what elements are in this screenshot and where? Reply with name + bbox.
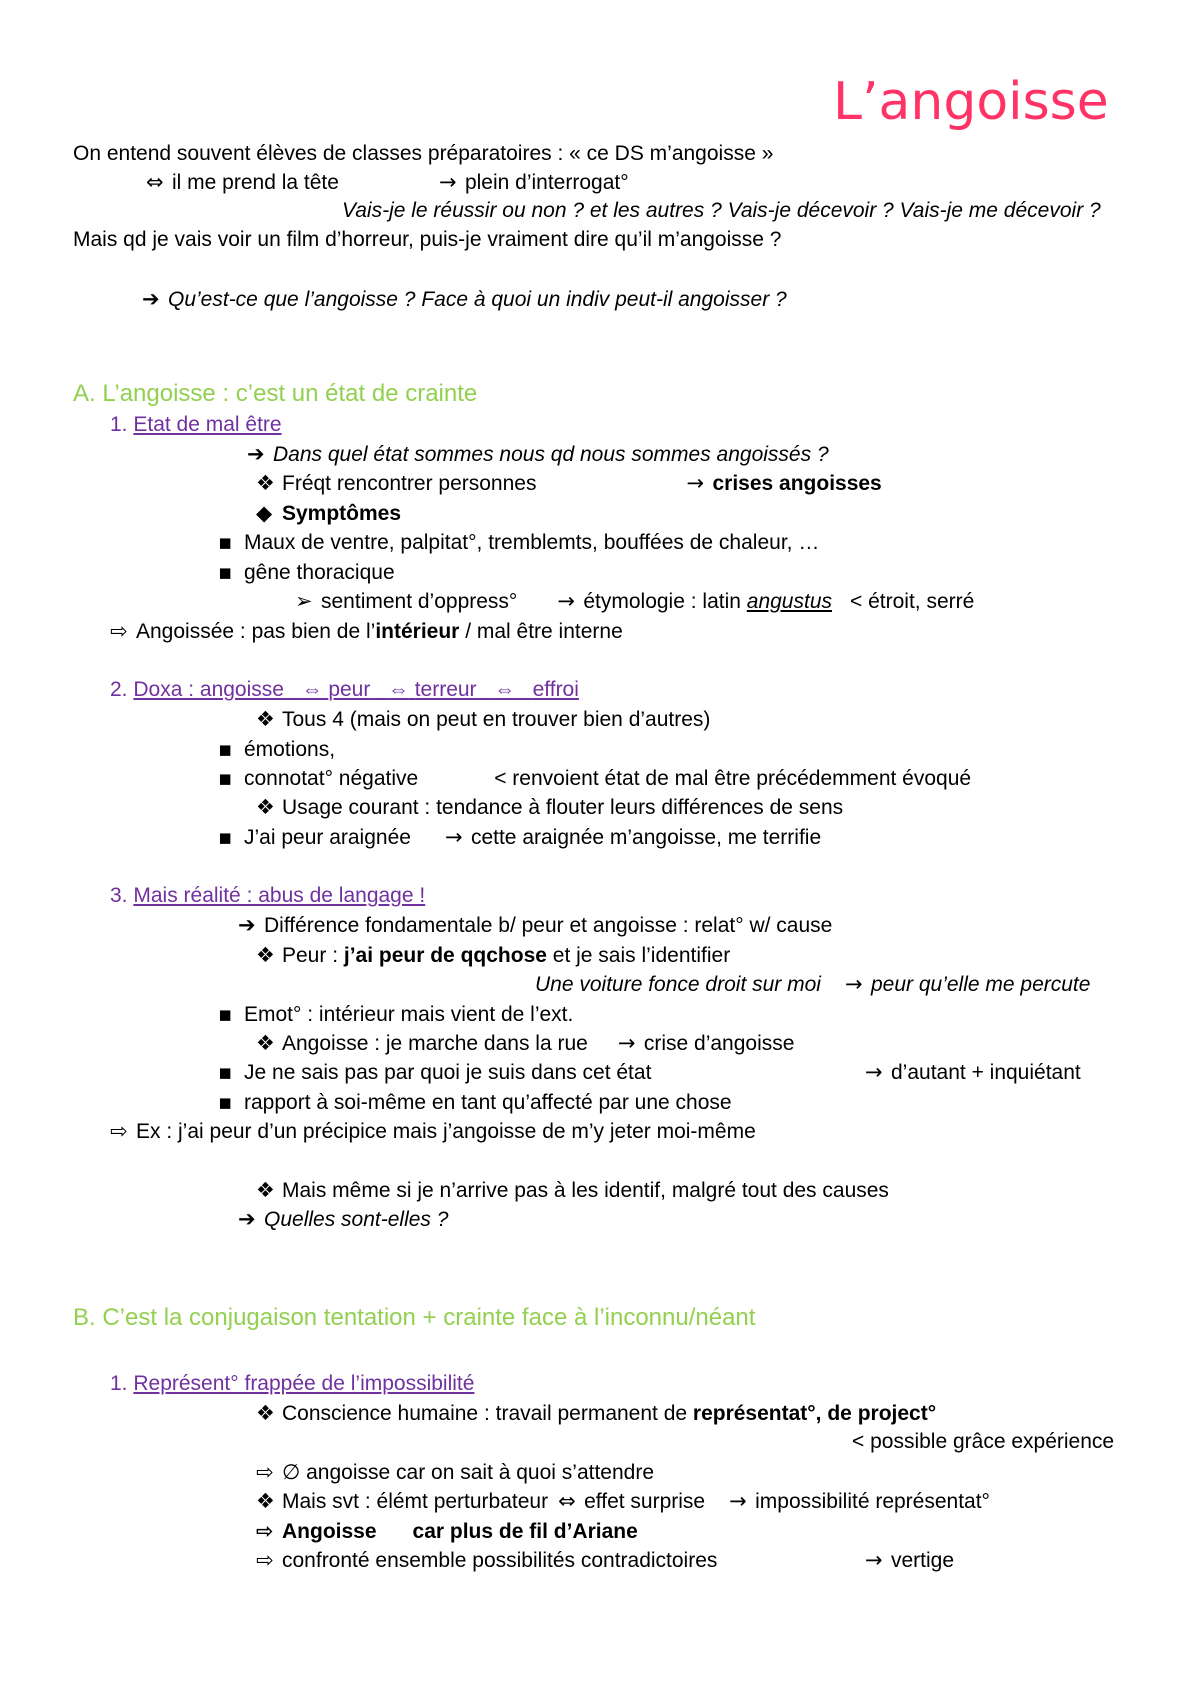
b1-mais-b: effet surprise xyxy=(584,1490,706,1513)
a3-peur xyxy=(256,941,730,970)
a2-usage xyxy=(256,793,843,822)
intro-line-3: Vais-je le réussir ou non ? et les autres ? Vais-je décevoir ? Vais-je me décevoir ? xyxy=(342,199,1101,222)
a3-quelles xyxy=(238,1205,448,1234)
bold-right-arrow-icon: ➔ xyxy=(142,287,160,311)
a3-peur-b: j’ai peur de qqchose xyxy=(343,944,547,967)
a1-maux-text: Maux de ventre, palpitat°, tremblemts, bouffées de chaleur, … xyxy=(244,531,820,554)
a2-title-terreur: terreur xyxy=(414,678,477,701)
a2-connotat xyxy=(218,764,971,793)
b1-possible: < possible grâce expérience xyxy=(852,1430,1115,1453)
a2-connotat-text: connotat° négative xyxy=(244,767,419,790)
section-a3-number: 3. xyxy=(110,884,128,907)
a2-title-peur: peur xyxy=(328,678,371,701)
b1-confronte-text: confronté ensemble possibilités contradictoires xyxy=(282,1549,718,1572)
b1-mais-a: Mais svt : élémt perturbateur xyxy=(282,1490,549,1513)
equivalence-arrow-icon: ⇔ xyxy=(301,678,323,701)
section-b1-title-text: Représent° frappée de l’impossibilité xyxy=(133,1372,475,1395)
a3-rapport xyxy=(218,1088,732,1117)
a2-tous xyxy=(256,705,710,734)
a2-emotions xyxy=(218,735,335,764)
a2-araignee-text: J’ai peur araignée xyxy=(244,826,411,849)
a3-nesais xyxy=(218,1058,651,1087)
b1-mais xyxy=(256,1487,990,1516)
a1-sentiment-text: sentiment d’oppress° xyxy=(321,590,518,613)
a1-gene xyxy=(218,558,395,587)
b1-vide-text: ∅ angoisse car on sait à quoi s’attendre xyxy=(282,1461,655,1484)
a3-example-text: Ex : j’ai peur d’un précipice mais j’angoisse de m’y jeter moi-même xyxy=(136,1120,756,1143)
a1-conclusion-c: / mal être interne xyxy=(459,620,623,643)
a2-tous-text: Tous 4 (mais on peut en trouver bien d’autres) xyxy=(282,708,711,731)
diamond-bullet-icon: ❖ xyxy=(256,795,275,819)
b1-conscience-b: représentat°, de project° xyxy=(692,1402,937,1425)
a1-etroit-text: < étroit, serré xyxy=(850,590,975,613)
intro-line-2 xyxy=(146,168,629,197)
right-arrow-icon: → xyxy=(557,589,575,613)
equivalence-arrow-icon: ⇔ xyxy=(558,1489,576,1513)
equivalence-arrow-icon: ⇔ xyxy=(146,170,164,194)
right-arrow-icon: → xyxy=(686,471,705,495)
b1-angoisse-a: Angoisse xyxy=(282,1520,377,1543)
square-bullet-icon: ▪ xyxy=(218,1002,233,1026)
a3-dautant xyxy=(865,1058,1081,1087)
a1-symptomes-text: Symptômes xyxy=(282,502,402,525)
a3-emot xyxy=(218,1000,573,1029)
section-a1-title-text: Etat de mal être xyxy=(133,413,282,436)
section-b1-number: 1. xyxy=(110,1372,128,1395)
a3-angoisse-rue-text: Angoisse : je marche dans la rue xyxy=(282,1032,588,1055)
a1-question xyxy=(247,440,829,469)
section-b1-title xyxy=(110,1370,474,1398)
b1-angoisse-b: car plus de fil d’Ariane xyxy=(412,1520,638,1543)
a1-question-text: Dans quel état sommes nous qd nous sommes angoissés ? xyxy=(273,443,829,466)
a1-conclusion xyxy=(110,617,623,646)
a1-symptomes xyxy=(256,499,401,528)
b1-vertige-text: vertige xyxy=(891,1549,955,1572)
b1-conscience xyxy=(256,1399,936,1428)
a3-rapport-text: rapport à soi-même en tant qu’affecté par une chose xyxy=(244,1091,732,1114)
a2-emotions-text: émotions, xyxy=(244,738,336,761)
a2-usage-text: Usage courant : tendance à flouter leurs différences de sens xyxy=(282,796,844,819)
a3-voiture-text: Une voiture fonce droit sur moi xyxy=(535,973,821,996)
a1-etym-text: étymologie : latin xyxy=(583,590,747,613)
a2-renvoient-text: < renvoient état de mal être précédemment évoqué xyxy=(494,767,972,790)
a3-diff xyxy=(238,911,832,940)
outline-right-arrow-icon: ⇨ xyxy=(256,1548,274,1572)
outline-right-arrow-icon: ⇨ xyxy=(256,1460,274,1484)
section-a1-title xyxy=(110,411,282,439)
diamond-bullet-icon: ❖ xyxy=(256,1031,275,1055)
intro-line-2-right: plein d’interrogat° xyxy=(464,171,629,194)
a3-peur-c: et je sais l’identifier xyxy=(546,944,731,967)
a3-voiture xyxy=(535,970,1090,999)
diamond-bullet-icon: ❖ xyxy=(256,1178,275,1202)
square-bullet-icon: ▪ xyxy=(218,530,233,554)
diamond-bullet-icon: ❖ xyxy=(256,1401,275,1425)
bold-right-arrow-icon: ➔ xyxy=(238,1207,256,1231)
section-b-heading: B. C’est la conjugaison tentation + crainte face à l’inconnu/néant xyxy=(73,1304,756,1331)
diamond-bullet-icon: ❖ xyxy=(256,471,275,495)
a3-diff-text: Différence fondamentale b/ peur et angoisse : relat° w/ cause xyxy=(264,914,833,937)
a3-meme xyxy=(256,1176,889,1205)
a1-maux xyxy=(218,528,819,557)
section-a2-number: 2. xyxy=(110,678,128,701)
square-bullet-icon: ▪ xyxy=(218,766,233,790)
diamond-bullet-icon: ❖ xyxy=(256,943,275,967)
a1-freq-text: Fréqt rencontrer personnes xyxy=(282,472,537,495)
right-arrow-icon: → xyxy=(617,1031,636,1055)
right-arrow-icon: → xyxy=(438,170,457,194)
a3-peur-a: Peur : xyxy=(282,944,344,967)
diamond-bullet-icon: ❖ xyxy=(256,1489,275,1513)
a3-quelles-text: Quelles sont-elles ? xyxy=(264,1208,449,1231)
square-bullet-icon: ▪ xyxy=(218,737,233,761)
intro-question xyxy=(142,285,787,314)
equivalence-arrow-icon: ⇔ xyxy=(387,678,409,701)
b1-vide xyxy=(256,1458,654,1487)
right-arrow-icon: → xyxy=(729,1489,747,1513)
a3-dautant-text: d’autant + inquiétant xyxy=(891,1061,1081,1084)
arrowhead-bullet-icon: ➢ xyxy=(295,589,313,613)
square-bullet-icon: ▪ xyxy=(218,560,233,584)
section-a1-number: 1. xyxy=(110,413,128,436)
diamond-bullet-icon: ❖ xyxy=(256,707,275,731)
right-arrow-icon: → xyxy=(865,1060,883,1084)
bold-right-arrow-icon: ➔ xyxy=(247,442,265,466)
b1-mais-c: impossibilité représentat° xyxy=(755,1490,990,1513)
a3-example xyxy=(110,1117,756,1146)
a1-crises-text: crises angoisses xyxy=(712,472,882,495)
intro-line-2-left: il me prend la tête xyxy=(172,171,339,194)
bold-right-arrow-icon: ➔ xyxy=(238,913,256,937)
a2-title-doxa: Doxa : angoisse xyxy=(133,678,284,701)
diamond-bullet-icon: ◆ xyxy=(256,501,273,525)
section-a2-title xyxy=(110,676,579,704)
outline-right-arrow-icon: ⇨ xyxy=(110,619,128,643)
a3-nesais-text: Je ne sais pas par quoi je suis dans cet état xyxy=(244,1061,652,1084)
a2-araignee xyxy=(218,823,821,852)
a1-angustus: angustus xyxy=(746,590,832,613)
b1-conscience-a: Conscience humaine : travail permanent de xyxy=(282,1402,693,1425)
equivalence-arrow-icon: ⇔ xyxy=(494,678,516,701)
square-bullet-icon: ▪ xyxy=(218,1090,233,1114)
page-title: L’angoisse xyxy=(833,72,1109,132)
b1-vertige xyxy=(865,1546,954,1575)
section-a3-title-text: Mais réalité : abus de langage ! xyxy=(133,884,426,907)
section-a3-title xyxy=(110,882,425,910)
a3-angoisse-rue xyxy=(256,1029,794,1058)
b1-confronte xyxy=(256,1546,717,1575)
a3-emot-text: Emot° : intérieur mais vient de l’ext. xyxy=(244,1003,574,1026)
intro-line-1: On entend souvent élèves de classes préparatoires : « ce DS m’angoisse » xyxy=(73,142,774,165)
intro-question-text: Qu’est-ce que l’angoisse ? Face à quoi un indiv peut-il angoisser ? xyxy=(168,288,787,311)
outline-right-arrow-icon: ⇨ xyxy=(256,1519,274,1543)
intro-line-4: Mais qd je vais voir un film d’horreur, puis-je vraiment dire qu’il m’angoisse ? xyxy=(73,228,782,251)
a1-conclusion-a: Angoissée : pas bien de l’ xyxy=(136,620,376,643)
a1-sentiment xyxy=(295,587,974,616)
a1-gene-text: gêne thoracique xyxy=(244,561,395,584)
outline-right-arrow-icon: ⇨ xyxy=(110,1119,128,1143)
a3-percute-text: peur qu’elle me percute xyxy=(870,973,1091,996)
a1-conclusion-b: intérieur xyxy=(375,620,460,643)
a3-meme-text: Mais même si je n’arrive pas à les identif, malgré tout des causes xyxy=(282,1179,889,1202)
right-arrow-icon: → xyxy=(865,1548,883,1572)
square-bullet-icon: ▪ xyxy=(218,1060,233,1084)
b1-angoisse xyxy=(256,1517,638,1546)
square-bullet-icon: ▪ xyxy=(218,825,233,849)
a2-araignee2-text: cette araignée m’angoisse, me terrifie xyxy=(470,826,822,849)
right-arrow-icon: → xyxy=(844,972,863,996)
section-a-heading: A. L’angoisse : c’est un état de crainte xyxy=(73,380,478,407)
a2-title-effroi: effroi xyxy=(532,678,579,701)
a1-freq-line xyxy=(256,469,882,498)
right-arrow-icon: → xyxy=(444,825,463,849)
a3-crise-text: crise d’angoisse xyxy=(643,1032,795,1055)
